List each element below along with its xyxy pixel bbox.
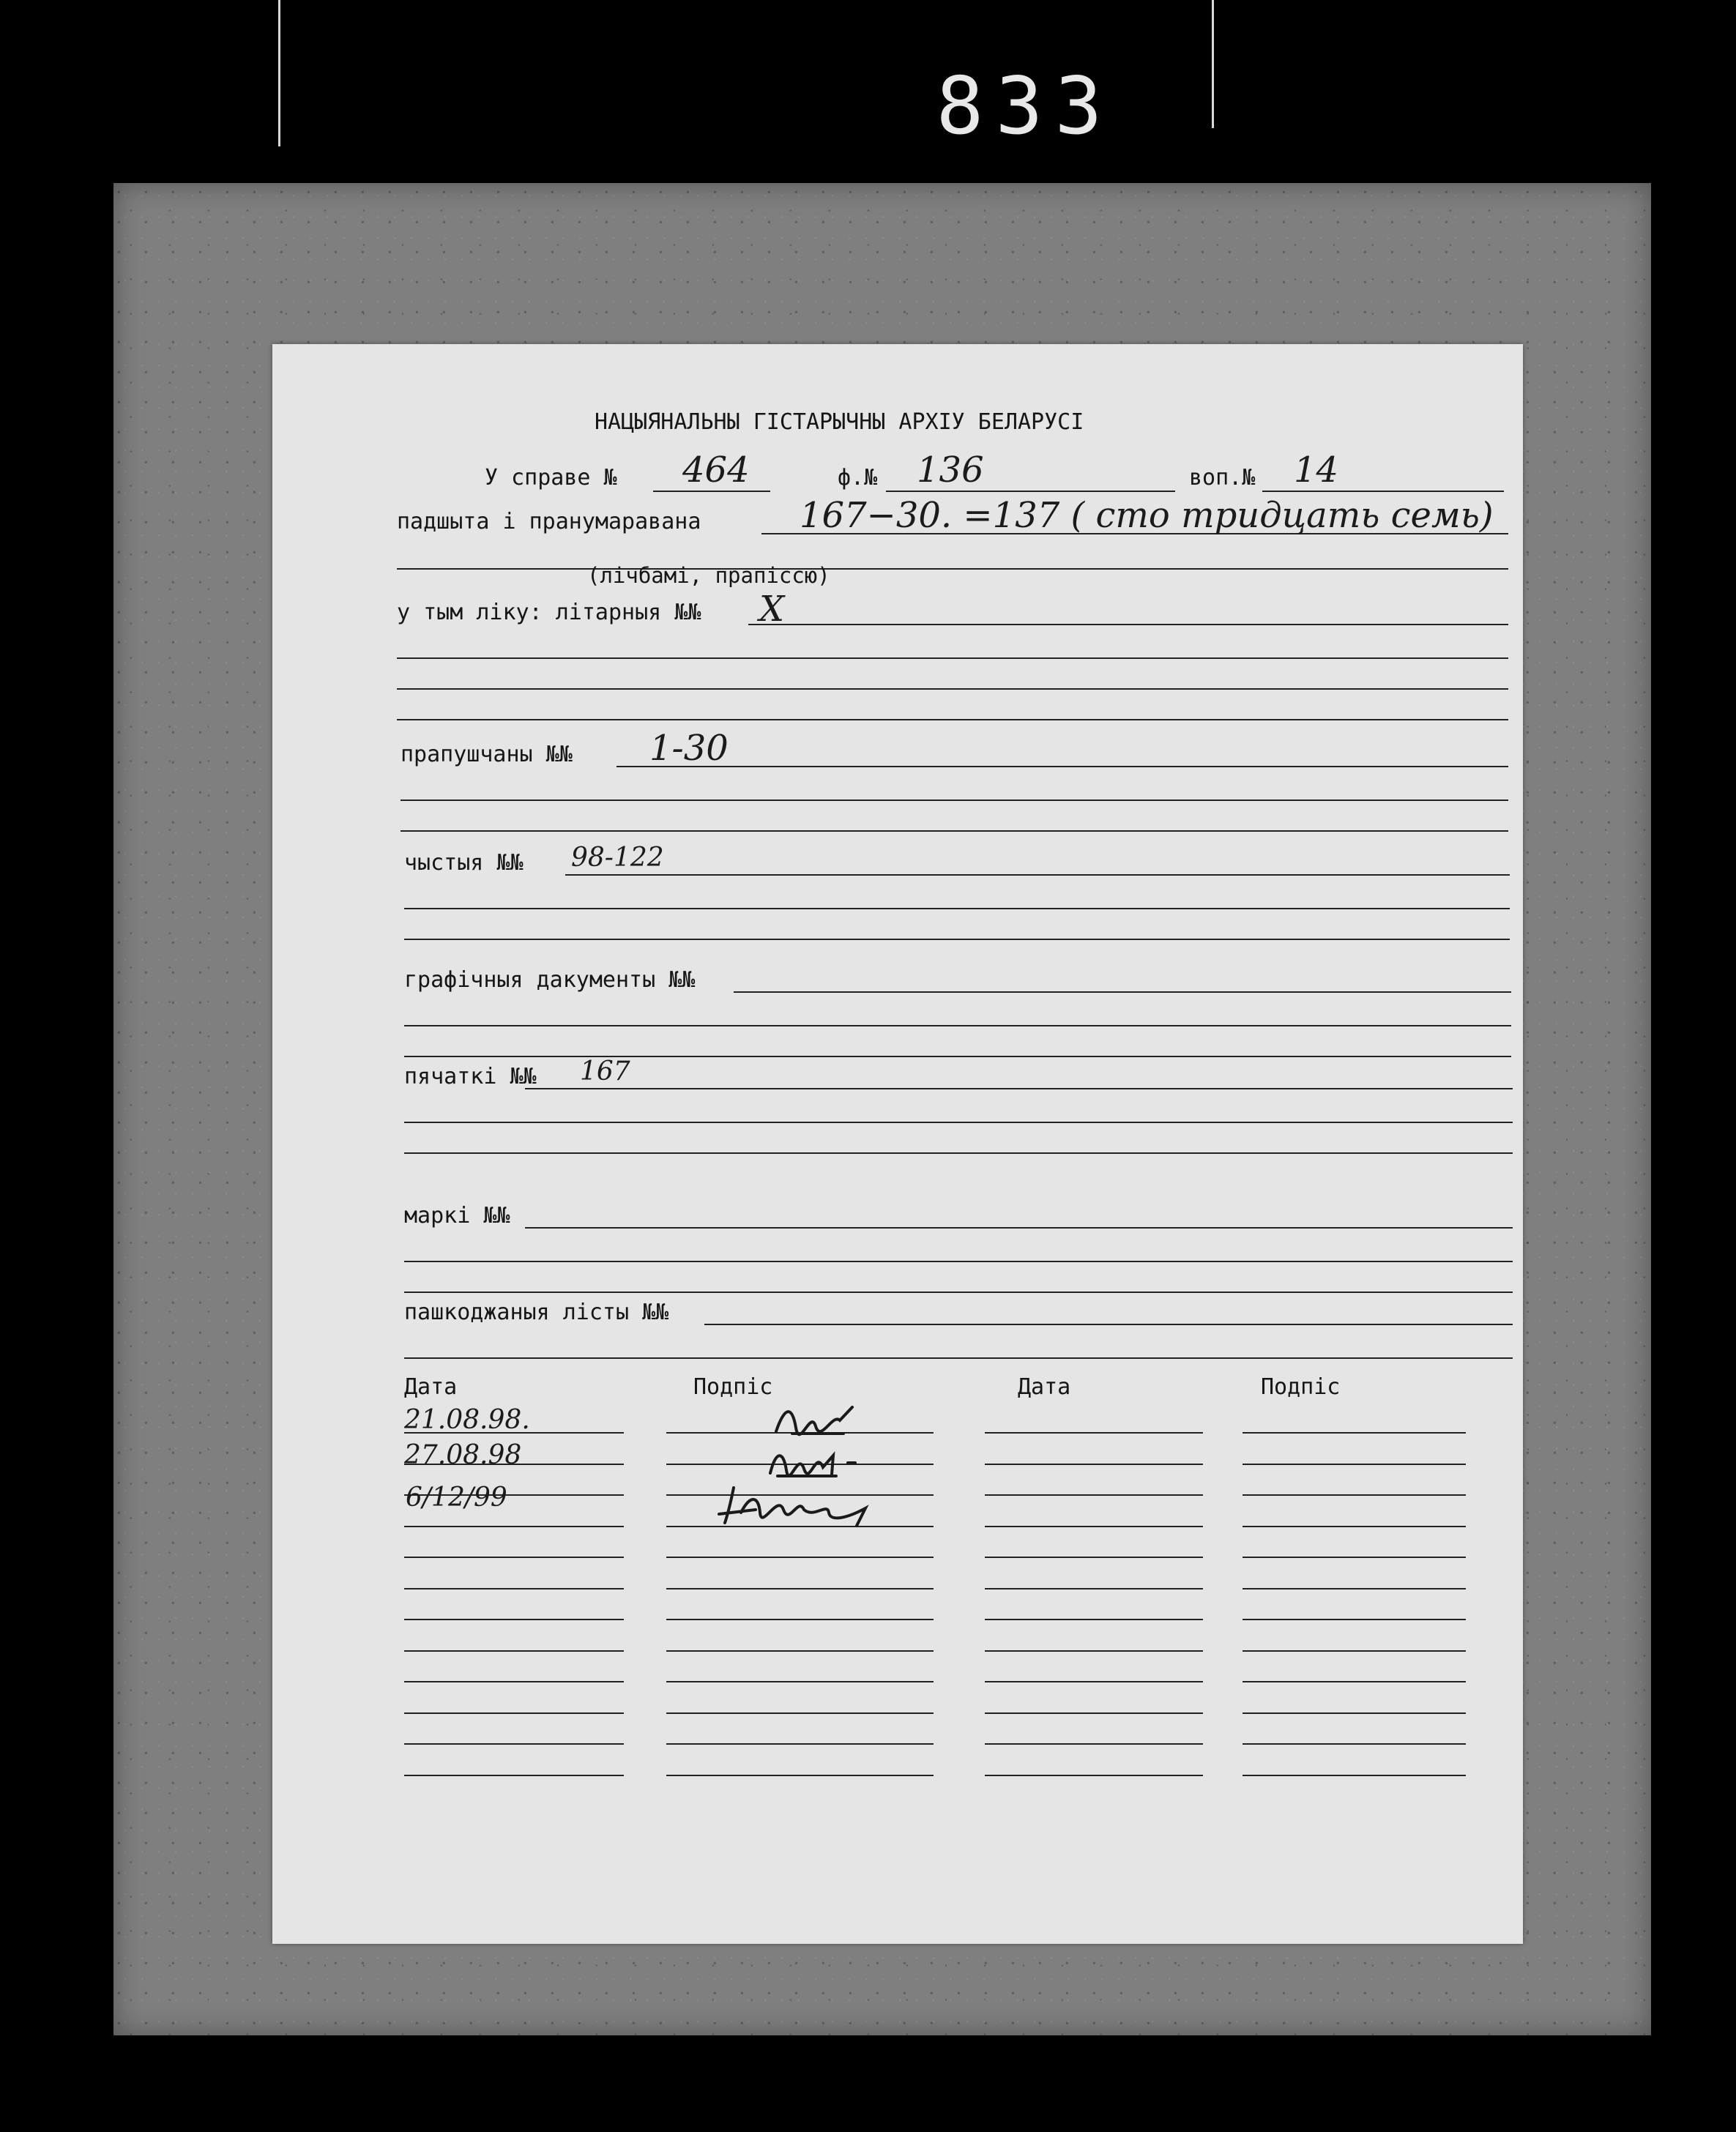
seals-label: пячаткі №№ [404, 1064, 537, 1089]
including-value: Х [759, 589, 785, 630]
table-row-line [666, 1588, 934, 1589]
table-row-line [985, 1775, 1203, 1776]
signature-2 [763, 1441, 865, 1483]
skipped-line-2 [401, 800, 1508, 801]
blank-value: 98-122 [571, 843, 664, 873]
stamps-line-3 [404, 1292, 1513, 1293]
table-row-line [985, 1526, 1203, 1527]
sewn-label: падшыта і пранумаравана [397, 509, 701, 534]
table-row-line [404, 1712, 624, 1714]
table-row-line [404, 1681, 624, 1682]
table-row-line [666, 1712, 934, 1714]
graphic-line-2 [404, 1025, 1511, 1026]
table-row-line [985, 1432, 1203, 1434]
table-row-line [1243, 1775, 1466, 1776]
frame-edge-mark-left [278, 0, 280, 146]
graphic-line [734, 991, 1511, 993]
blank-line [565, 874, 1510, 876]
table-row-line [1243, 1681, 1466, 1682]
entry-date-2: 27.08.98 [404, 1440, 522, 1470]
skipped-value: 1-30 [649, 728, 729, 769]
table-row-line [985, 1650, 1203, 1652]
archive-certification-sheet [272, 344, 1523, 1944]
stamps-line [525, 1227, 1513, 1229]
table-row-line [666, 1650, 934, 1652]
table-row-line [1243, 1619, 1466, 1620]
table-row-line [985, 1619, 1203, 1620]
stamps-line-2 [404, 1261, 1513, 1262]
blank-line-3 [404, 939, 1510, 940]
table-row-line [985, 1464, 1203, 1465]
sewn-line-2 [397, 568, 1508, 570]
seals-line [525, 1088, 1513, 1089]
table-row-line [404, 1775, 624, 1776]
damaged-label: пашкоджаныя лісты №№ [404, 1300, 669, 1325]
frame-edge-mark-right [1212, 0, 1214, 128]
fond-label: ф.№ [838, 465, 878, 491]
table-row-line [985, 1712, 1203, 1714]
table-row-line [985, 1494, 1203, 1496]
including-line-4 [397, 719, 1508, 720]
signature-3 [712, 1480, 873, 1532]
skipped-line-3 [401, 830, 1508, 832]
opis-value: 14 [1294, 450, 1339, 491]
col-header-date-1: Дата [404, 1374, 458, 1400]
stamps-label: маркі №№ [404, 1203, 510, 1229]
table-row-line [1243, 1464, 1466, 1465]
graphic-label: графічныя дакументы №№ [404, 967, 696, 993]
sewn-value: 167−30. =137 ( сто тридцать семь) [800, 495, 1494, 536]
table-row-line [985, 1681, 1203, 1682]
table-row-line [666, 1743, 934, 1745]
sewn-hint: (лічбамі, прапіссю) [587, 563, 830, 588]
table-row-line [1243, 1494, 1466, 1496]
frame-number: 833 [936, 61, 1114, 152]
table-row-line [985, 1743, 1203, 1745]
table-row-line [1243, 1650, 1466, 1652]
table-row-line [1243, 1588, 1466, 1589]
table-row-line [666, 1681, 934, 1682]
table-row-line [404, 1557, 624, 1558]
blank-line-2 [404, 908, 1510, 909]
table-row-line [404, 1526, 624, 1527]
opis-line [1262, 491, 1504, 492]
case-line [653, 491, 770, 492]
fond-line [886, 491, 1175, 492]
table-row-line [1243, 1557, 1466, 1558]
table-row-line [666, 1775, 934, 1776]
seals-line-3 [404, 1152, 1513, 1154]
skipped-label: прапушчаны №№ [401, 742, 573, 767]
seals-value: 167 [580, 1056, 630, 1086]
table-row-line [404, 1619, 624, 1620]
col-header-signature-1: Подпіс [693, 1374, 773, 1400]
case-label: У справе № [485, 465, 617, 491]
entry-date-1: 21.08.98. [404, 1405, 530, 1435]
skipped-line [616, 766, 1508, 767]
including-line [748, 624, 1508, 625]
graphic-line-3 [404, 1056, 1511, 1057]
blank-label: чыстыя №№ [404, 850, 524, 876]
table-row-line [1243, 1432, 1466, 1434]
table-row-line [404, 1650, 624, 1652]
table-row-line [1243, 1526, 1466, 1527]
fond-value: 136 [917, 450, 984, 491]
archive-title: НАЦЫЯНАЛЬНЫ ГІСТАРЫЧНЫ АРХІУ БЕЛАРУСІ [595, 409, 1084, 435]
col-header-signature-2: Подпіс [1261, 1374, 1341, 1400]
table-row-line [985, 1588, 1203, 1589]
table-row-line [404, 1588, 624, 1589]
table-row-line [666, 1619, 934, 1620]
case-value: 464 [682, 450, 750, 491]
including-label: у тым ліку: літарныя №№ [397, 600, 701, 625]
including-line-2 [397, 657, 1508, 659]
signature-1 [770, 1398, 858, 1442]
opis-label: воп.№ [1189, 465, 1256, 491]
entry-date-3: 6/12/99 [406, 1483, 507, 1513]
table-row-line [985, 1557, 1203, 1558]
table-row-line [1243, 1712, 1466, 1714]
table-row-line [404, 1743, 624, 1745]
seals-line-2 [404, 1122, 1513, 1123]
table-row-line [1243, 1743, 1466, 1745]
table-row-line [666, 1557, 934, 1558]
damaged-line-2 [404, 1357, 1513, 1359]
col-header-date-2: Дата [1018, 1374, 1071, 1400]
damaged-line [704, 1324, 1513, 1325]
including-line-3 [397, 688, 1508, 690]
